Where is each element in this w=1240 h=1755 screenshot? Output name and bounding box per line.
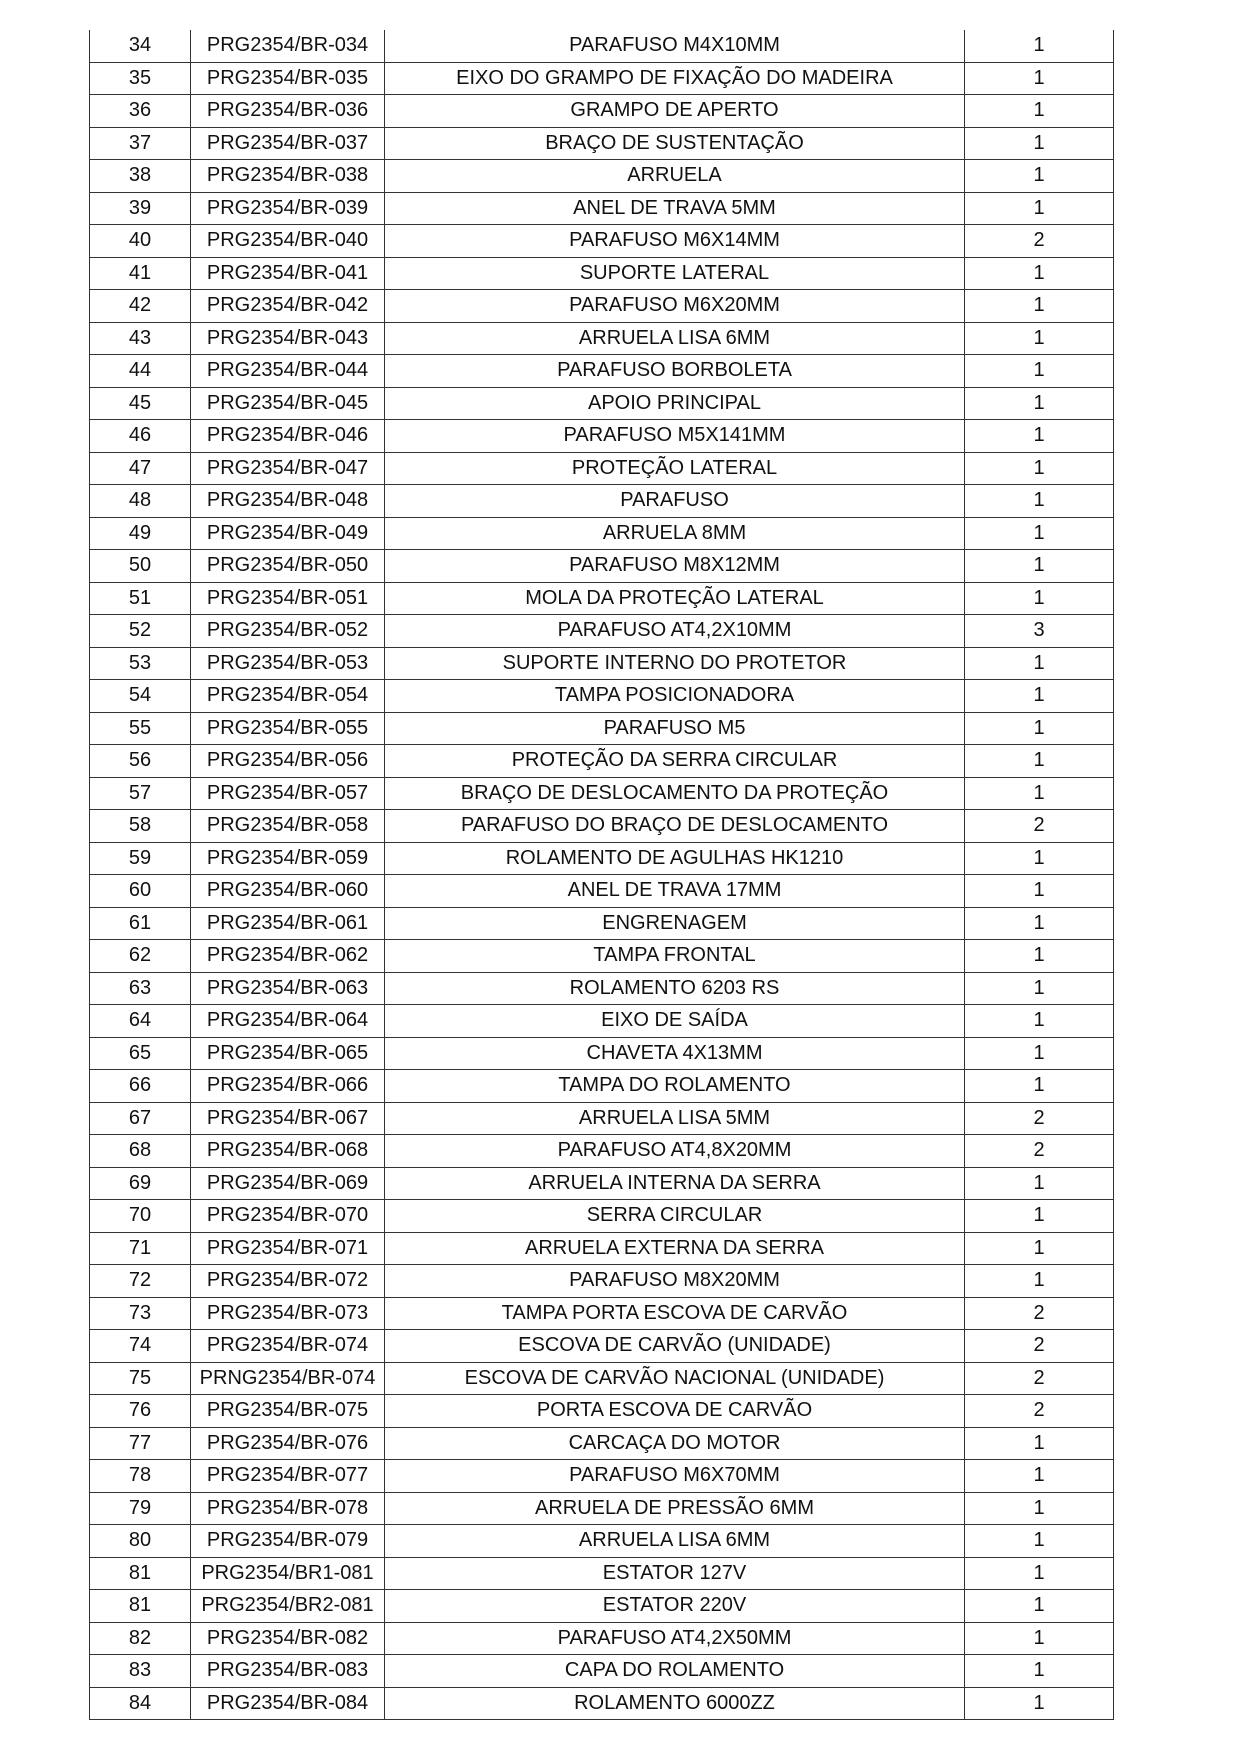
quantity-cell: 1 — [965, 95, 1114, 128]
quantity-cell: 1 — [965, 1525, 1114, 1558]
table-row — [90, 1590, 1114, 1623]
description-cell: PARAFUSO BORBOLETA — [385, 355, 965, 388]
quantity-cell: 1 — [965, 257, 1114, 290]
table-row — [90, 1232, 1114, 1265]
part-code-cell: PRG2354/BR-072 — [191, 1265, 385, 1298]
quantity-cell: 1 — [965, 30, 1114, 62]
part-code-cell: PRG2354/BR-057 — [191, 777, 385, 810]
part-code-cell: PRG2354/BR-045 — [191, 387, 385, 420]
item-number-cell: 43 — [90, 322, 191, 355]
table-row — [90, 615, 1114, 648]
item-number-cell: 74 — [90, 1330, 191, 1363]
part-code-cell: PRG2354/BR-051 — [191, 582, 385, 615]
table-row — [90, 777, 1114, 810]
table-row — [90, 1687, 1114, 1720]
quantity-cell: 1 — [965, 160, 1114, 193]
table-row — [90, 355, 1114, 388]
item-number-cell: 50 — [90, 550, 191, 583]
table-row — [90, 225, 1114, 258]
description-cell: ENGRENAGEM — [385, 907, 965, 940]
part-code-cell: PRG2354/BR-079 — [191, 1525, 385, 1558]
part-code-cell: PRG2354/BR-084 — [191, 1687, 385, 1720]
description-cell: ARRUELA 8MM — [385, 517, 965, 550]
description-cell: CAPA DO ROLAMENTO — [385, 1655, 965, 1688]
description-cell: EIXO DO GRAMPO DE FIXAÇÃO DO MADEIRA — [385, 62, 965, 95]
quantity-cell: 1 — [965, 907, 1114, 940]
quantity-cell: 1 — [965, 1005, 1114, 1038]
item-number-cell: 42 — [90, 290, 191, 323]
quantity-cell: 1 — [965, 550, 1114, 583]
table-row — [90, 550, 1114, 583]
quantity-cell: 1 — [965, 420, 1114, 453]
quantity-cell: 1 — [965, 1492, 1114, 1525]
table-row — [90, 1362, 1114, 1395]
quantity-cell: 1 — [965, 940, 1114, 973]
description-cell: ARRUELA DE PRESSÃO 6MM — [385, 1492, 965, 1525]
part-code-cell: PRG2354/BR-071 — [191, 1232, 385, 1265]
item-number-cell: 61 — [90, 907, 191, 940]
table-row — [90, 257, 1114, 290]
description-cell: MOLA DA PROTEÇÃO LATERAL — [385, 582, 965, 615]
table-row — [90, 712, 1114, 745]
part-code-cell: PRG2354/BR-073 — [191, 1297, 385, 1330]
description-cell: TAMPA POSICIONADORA — [385, 680, 965, 713]
table-row — [90, 1427, 1114, 1460]
quantity-cell: 2 — [965, 1297, 1114, 1330]
description-cell: PARAFUSO M5X141MM — [385, 420, 965, 453]
quantity-cell: 1 — [965, 875, 1114, 908]
quantity-cell: 1 — [965, 1037, 1114, 1070]
table-row — [90, 192, 1114, 225]
item-number-cell: 82 — [90, 1622, 191, 1655]
item-number-cell: 34 — [90, 30, 191, 62]
quantity-cell: 1 — [965, 582, 1114, 615]
item-number-cell: 35 — [90, 62, 191, 95]
description-cell: PARAFUSO M6X14MM — [385, 225, 965, 258]
table-row — [90, 810, 1114, 843]
description-cell: PARAFUSO M5 — [385, 712, 965, 745]
quantity-cell: 1 — [965, 777, 1114, 810]
item-number-cell: 44 — [90, 355, 191, 388]
part-code-cell: PRG2354/BR-036 — [191, 95, 385, 128]
description-cell: GRAMPO DE APERTO — [385, 95, 965, 128]
table-row — [90, 160, 1114, 193]
item-number-cell: 68 — [90, 1135, 191, 1168]
item-number-cell: 55 — [90, 712, 191, 745]
quantity-cell: 1 — [965, 1167, 1114, 1200]
parts-table-body — [90, 30, 1114, 1720]
description-cell: ARRUELA LISA 5MM — [385, 1102, 965, 1135]
description-cell: ROLAMENTO DE AGULHAS HK1210 — [385, 842, 965, 875]
description-cell: BRAÇO DE DESLOCAMENTO DA PROTEÇÃO — [385, 777, 965, 810]
item-number-cell: 57 — [90, 777, 191, 810]
quantity-cell: 1 — [965, 1200, 1114, 1233]
part-code-cell: PRG2354/BR-040 — [191, 225, 385, 258]
table-row — [90, 290, 1114, 323]
description-cell: PARAFUSO M8X12MM — [385, 550, 965, 583]
table-row — [90, 582, 1114, 615]
part-code-cell: PRG2354/BR-076 — [191, 1427, 385, 1460]
table-row — [90, 1135, 1114, 1168]
quantity-cell: 1 — [965, 680, 1114, 713]
description-cell: CHAVETA 4X13MM — [385, 1037, 965, 1070]
item-number-cell: 64 — [90, 1005, 191, 1038]
quantity-cell: 1 — [965, 355, 1114, 388]
item-number-cell: 46 — [90, 420, 191, 453]
item-number-cell: 48 — [90, 485, 191, 518]
description-cell: SERRA CIRCULAR — [385, 1200, 965, 1233]
table-row — [90, 452, 1114, 485]
table-row — [90, 62, 1114, 95]
quantity-cell: 1 — [965, 1265, 1114, 1298]
item-number-cell: 77 — [90, 1427, 191, 1460]
item-number-cell: 47 — [90, 452, 191, 485]
part-code-cell: PRG2354/BR-048 — [191, 485, 385, 518]
table-row — [90, 907, 1114, 940]
table-row — [90, 1492, 1114, 1525]
description-cell: ROLAMENTO 6000ZZ — [385, 1687, 965, 1720]
table-row — [90, 1460, 1114, 1493]
part-code-cell: PRG2354/BR-050 — [191, 550, 385, 583]
part-code-cell: PRG2354/BR-037 — [191, 127, 385, 160]
part-code-cell: PRG2354/BR-035 — [191, 62, 385, 95]
quantity-cell: 1 — [965, 745, 1114, 778]
item-number-cell: 69 — [90, 1167, 191, 1200]
description-cell: PORTA ESCOVA DE CARVÃO — [385, 1395, 965, 1428]
item-number-cell: 80 — [90, 1525, 191, 1558]
item-number-cell: 60 — [90, 875, 191, 908]
table-row — [90, 1557, 1114, 1590]
part-code-cell: PRG2354/BR-069 — [191, 1167, 385, 1200]
part-code-cell: PRG2354/BR-060 — [191, 875, 385, 908]
quantity-cell: 1 — [965, 192, 1114, 225]
part-code-cell: PRG2354/BR-034 — [191, 30, 385, 62]
quantity-cell: 1 — [965, 1427, 1114, 1460]
description-cell: PARAFUSO M6X70MM — [385, 1460, 965, 1493]
part-code-cell: PRG2354/BR-064 — [191, 1005, 385, 1038]
table-row — [90, 1070, 1114, 1103]
table-row — [90, 127, 1114, 160]
quantity-cell: 1 — [965, 1460, 1114, 1493]
item-number-cell: 71 — [90, 1232, 191, 1265]
quantity-cell: 2 — [965, 225, 1114, 258]
quantity-cell: 1 — [965, 452, 1114, 485]
table-row — [90, 972, 1114, 1005]
description-cell: PARAFUSO AT4,2X50MM — [385, 1622, 965, 1655]
item-number-cell: 75 — [90, 1362, 191, 1395]
item-number-cell: 70 — [90, 1200, 191, 1233]
item-number-cell: 78 — [90, 1460, 191, 1493]
part-code-cell: PRG2354/BR-039 — [191, 192, 385, 225]
item-number-cell: 51 — [90, 582, 191, 615]
item-number-cell: 59 — [90, 842, 191, 875]
part-code-cell: PRG2354/BR-063 — [191, 972, 385, 1005]
description-cell: TAMPA PORTA ESCOVA DE CARVÃO — [385, 1297, 965, 1330]
item-number-cell: 40 — [90, 225, 191, 258]
part-code-cell: PRG2354/BR-074 — [191, 1330, 385, 1363]
part-code-cell: PRG2354/BR2-081 — [191, 1590, 385, 1623]
part-code-cell: PRG2354/BR-077 — [191, 1460, 385, 1493]
part-code-cell: PRG2354/BR-078 — [191, 1492, 385, 1525]
quantity-cell: 3 — [965, 615, 1114, 648]
item-number-cell: 73 — [90, 1297, 191, 1330]
quantity-cell: 1 — [965, 1557, 1114, 1590]
quantity-cell: 1 — [965, 647, 1114, 680]
description-cell: EIXO DE SAÍDA — [385, 1005, 965, 1038]
description-cell: CARCAÇA DO MOTOR — [385, 1427, 965, 1460]
table-row — [90, 1655, 1114, 1688]
item-number-cell: 54 — [90, 680, 191, 713]
description-cell: ARRUELA LISA 6MM — [385, 1525, 965, 1558]
item-number-cell: 66 — [90, 1070, 191, 1103]
item-number-cell: 72 — [90, 1265, 191, 1298]
quantity-cell: 1 — [965, 1655, 1114, 1688]
quantity-cell: 1 — [965, 387, 1114, 420]
description-cell: PARAFUSO — [385, 485, 965, 518]
part-code-cell: PRG2354/BR-083 — [191, 1655, 385, 1688]
part-code-cell: PRG2354/BR-068 — [191, 1135, 385, 1168]
item-number-cell: 41 — [90, 257, 191, 290]
part-code-cell: PRG2354/BR-044 — [191, 355, 385, 388]
description-cell: PARAFUSO M4X10MM — [385, 30, 965, 62]
table-row — [90, 1622, 1114, 1655]
quantity-cell: 2 — [965, 810, 1114, 843]
part-code-cell: PRG2354/BR-056 — [191, 745, 385, 778]
description-cell: ESTATOR 127V — [385, 1557, 965, 1590]
quantity-cell: 2 — [965, 1362, 1114, 1395]
description-cell: ARRUELA INTERNA DA SERRA — [385, 1167, 965, 1200]
table-row — [90, 1297, 1114, 1330]
item-number-cell: 52 — [90, 615, 191, 648]
quantity-cell: 2 — [965, 1102, 1114, 1135]
description-cell: ARRUELA EXTERNA DA SERRA — [385, 1232, 965, 1265]
item-number-cell: 39 — [90, 192, 191, 225]
item-number-cell: 36 — [90, 95, 191, 128]
table-row — [90, 745, 1114, 778]
part-code-cell: PRNG2354/BR-074 — [191, 1362, 385, 1395]
part-code-cell: PRG2354/BR-070 — [191, 1200, 385, 1233]
part-code-cell: PRG2354/BR-053 — [191, 647, 385, 680]
table-row — [90, 420, 1114, 453]
item-number-cell: 58 — [90, 810, 191, 843]
quantity-cell: 1 — [965, 1232, 1114, 1265]
item-number-cell: 56 — [90, 745, 191, 778]
part-code-cell: PRG2354/BR1-081 — [191, 1557, 385, 1590]
table-row — [90, 1005, 1114, 1038]
description-cell: ESTATOR 220V — [385, 1590, 965, 1623]
quantity-cell: 2 — [965, 1135, 1114, 1168]
item-number-cell: 84 — [90, 1687, 191, 1720]
description-cell: PARAFUSO AT4,2X10MM — [385, 615, 965, 648]
quantity-cell: 1 — [965, 322, 1114, 355]
description-cell: SUPORTE INTERNO DO PROTETOR — [385, 647, 965, 680]
part-code-cell: PRG2354/BR-061 — [191, 907, 385, 940]
description-cell: ROLAMENTO 6203 RS — [385, 972, 965, 1005]
part-code-cell: PRG2354/BR-046 — [191, 420, 385, 453]
description-cell: TAMPA DO ROLAMENTO — [385, 1070, 965, 1103]
quantity-cell: 1 — [965, 517, 1114, 550]
part-code-cell: PRG2354/BR-049 — [191, 517, 385, 550]
item-number-cell: 38 — [90, 160, 191, 193]
table-row — [90, 1525, 1114, 1558]
item-number-cell: 63 — [90, 972, 191, 1005]
quantity-cell: 1 — [965, 1590, 1114, 1623]
item-number-cell: 53 — [90, 647, 191, 680]
part-code-cell: PRG2354/BR-038 — [191, 160, 385, 193]
quantity-cell: 1 — [965, 62, 1114, 95]
description-cell: ESCOVA DE CARVÃO NACIONAL (UNIDADE) — [385, 1362, 965, 1395]
quantity-cell: 1 — [965, 1687, 1114, 1720]
part-code-cell: PRG2354/BR-082 — [191, 1622, 385, 1655]
item-number-cell: 65 — [90, 1037, 191, 1070]
item-number-cell: 83 — [90, 1655, 191, 1688]
quantity-cell: 1 — [965, 485, 1114, 518]
quantity-cell: 1 — [965, 1622, 1114, 1655]
quantity-cell: 1 — [965, 712, 1114, 745]
table-row — [90, 842, 1114, 875]
table-row — [90, 95, 1114, 128]
table-row — [90, 680, 1114, 713]
item-number-cell: 49 — [90, 517, 191, 550]
description-cell: APOIO PRINCIPAL — [385, 387, 965, 420]
description-cell: ARRUELA — [385, 160, 965, 193]
part-code-cell: PRG2354/BR-055 — [191, 712, 385, 745]
part-code-cell: PRG2354/BR-054 — [191, 680, 385, 713]
quantity-cell: 2 — [965, 1330, 1114, 1363]
part-code-cell: PRG2354/BR-052 — [191, 615, 385, 648]
description-cell: PARAFUSO DO BRAÇO DE DESLOCAMENTO — [385, 810, 965, 843]
table-row — [90, 322, 1114, 355]
part-code-cell: PRG2354/BR-059 — [191, 842, 385, 875]
part-code-cell: PRG2354/BR-065 — [191, 1037, 385, 1070]
table-row — [90, 485, 1114, 518]
description-cell: SUPORTE LATERAL — [385, 257, 965, 290]
part-code-cell: PRG2354/BR-043 — [191, 322, 385, 355]
quantity-cell: 2 — [965, 1395, 1114, 1428]
description-cell: BRAÇO DE SUSTENTAÇÃO — [385, 127, 965, 160]
description-cell: ANEL DE TRAVA 17MM — [385, 875, 965, 908]
table-row — [90, 1167, 1114, 1200]
table-row — [90, 387, 1114, 420]
part-code-cell: PRG2354/BR-042 — [191, 290, 385, 323]
item-number-cell: 81 — [90, 1590, 191, 1623]
description-cell: PROTEÇÃO DA SERRA CIRCULAR — [385, 745, 965, 778]
part-code-cell: PRG2354/BR-041 — [191, 257, 385, 290]
item-number-cell: 45 — [90, 387, 191, 420]
description-cell: ARRUELA LISA 6MM — [385, 322, 965, 355]
table-row — [90, 1395, 1114, 1428]
table-row — [90, 30, 1114, 62]
description-cell: ESCOVA DE CARVÃO (UNIDADE) — [385, 1330, 965, 1363]
item-number-cell: 37 — [90, 127, 191, 160]
part-code-cell: PRG2354/BR-047 — [191, 452, 385, 485]
table-row — [90, 940, 1114, 973]
item-number-cell: 81 — [90, 1557, 191, 1590]
table-row — [90, 647, 1114, 680]
table-row — [90, 1265, 1114, 1298]
part-code-cell: PRG2354/BR-075 — [191, 1395, 385, 1428]
description-cell: PROTEÇÃO LATERAL — [385, 452, 965, 485]
part-code-cell: PRG2354/BR-062 — [191, 940, 385, 973]
part-code-cell: PRG2354/BR-066 — [191, 1070, 385, 1103]
part-code-cell: PRG2354/BR-067 — [191, 1102, 385, 1135]
part-code-cell: PRG2354/BR-058 — [191, 810, 385, 843]
table-row — [90, 875, 1114, 908]
description-cell: TAMPA FRONTAL — [385, 940, 965, 973]
quantity-cell: 1 — [965, 1070, 1114, 1103]
description-cell: PARAFUSO M6X20MM — [385, 290, 965, 323]
table-row — [90, 1330, 1114, 1363]
item-number-cell: 79 — [90, 1492, 191, 1525]
item-number-cell: 67 — [90, 1102, 191, 1135]
item-number-cell: 62 — [90, 940, 191, 973]
table-row — [90, 1037, 1114, 1070]
description-cell: PARAFUSO M8X20MM — [385, 1265, 965, 1298]
quantity-cell: 1 — [965, 972, 1114, 1005]
quantity-cell: 1 — [965, 127, 1114, 160]
table-row — [90, 517, 1114, 550]
item-number-cell: 76 — [90, 1395, 191, 1428]
quantity-cell: 1 — [965, 290, 1114, 323]
table-row — [90, 1200, 1114, 1233]
parts-table — [89, 30, 1114, 1720]
description-cell: ANEL DE TRAVA 5MM — [385, 192, 965, 225]
quantity-cell: 1 — [965, 842, 1114, 875]
description-cell: PARAFUSO AT4,8X20MM — [385, 1135, 965, 1168]
table-row — [90, 1102, 1114, 1135]
